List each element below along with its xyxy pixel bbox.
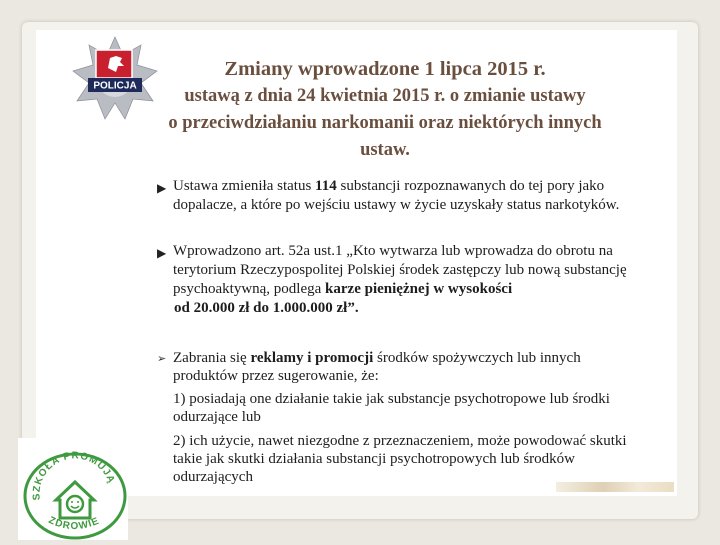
badge-label: POLICJA [93,80,137,92]
bullet-3-line-2: produktów przez sugerowanie, że: [173,368,379,384]
logo-text-bottom: ZDROWIE [46,514,102,533]
bullet-3-item-1-line-2: odurzające lub [173,409,261,425]
penalty-amount: od 20.000 zł do 1.000.000 zł”. [174,300,359,316]
text-fragment: środków spożywczych lub innych [373,350,581,366]
school-logo [18,438,128,540]
text-fragment: psychoaktywną, podlega [173,281,326,297]
bullet-1-line-1 [173,176,604,196]
heading-line-1: Zmiany wprowadzone 1 lipca 2015 r. [224,58,546,80]
bullet-2-line-2: terytorium Rzeczypospolitej Polskiej środek zastępczy lub nową substancję [173,262,627,278]
bullet-3-item-1-line-1: 1) posiadają one działanie takie jak substancje psychotropowe lub środki [173,391,610,407]
bullet-3-line-1 [173,348,581,368]
bold-advertising: reklamy i promocji [250,350,374,366]
bullet-3-item-2-line-3: odurzających [173,469,253,485]
bold-count: 114 [315,178,337,194]
bold-penalty: karze pieniężnej w wysokości [325,281,513,297]
bullet-arrow-icon: ▶ [157,181,167,195]
decorative-image-strip [556,482,674,492]
text-fragment: substancji rozpoznawanych do tej pory jako [336,178,605,194]
slide-heading [150,56,620,164]
bullet-1-line-2: dopalacze, a które po wejściu ustawy w życie uzyskały status narkotyków. [173,197,620,213]
police-star-badge-icon [72,36,158,122]
logo-text-top: SZKOŁA PROMUJĄ [31,450,117,501]
bullet-2-line-3 [173,279,512,299]
bullet-arrow-icon: ▶ [157,246,167,260]
bullet-3-item-2-line-1: 2) ich użycie, nawet niezgodne z przeznaczeniem, może powodować skutki [173,433,627,449]
text-fragment: Zabrania się [173,350,251,366]
text-fragment: Ustawa zmieniła status [173,178,316,194]
bullet-3-item-2-line-2: takie jak skutki działania substancji psychotropowych lub środków [173,451,576,467]
heading-line-2: ustawą z dnia 24 kwietnia 2015 r. o zmianie ustawy [184,86,586,106]
chevron-right-icon: ➢ [157,352,167,365]
school-health-logo-icon [18,438,128,540]
bullet-2-line-1: Wprowadzono art. 52a ust.1 „Kto wytwarza lub wprowadza do obrotu na [173,243,613,259]
heading-line-3: o przeciwdziałaniu narkomanii oraz niektórych innych ustaw. [168,113,602,160]
